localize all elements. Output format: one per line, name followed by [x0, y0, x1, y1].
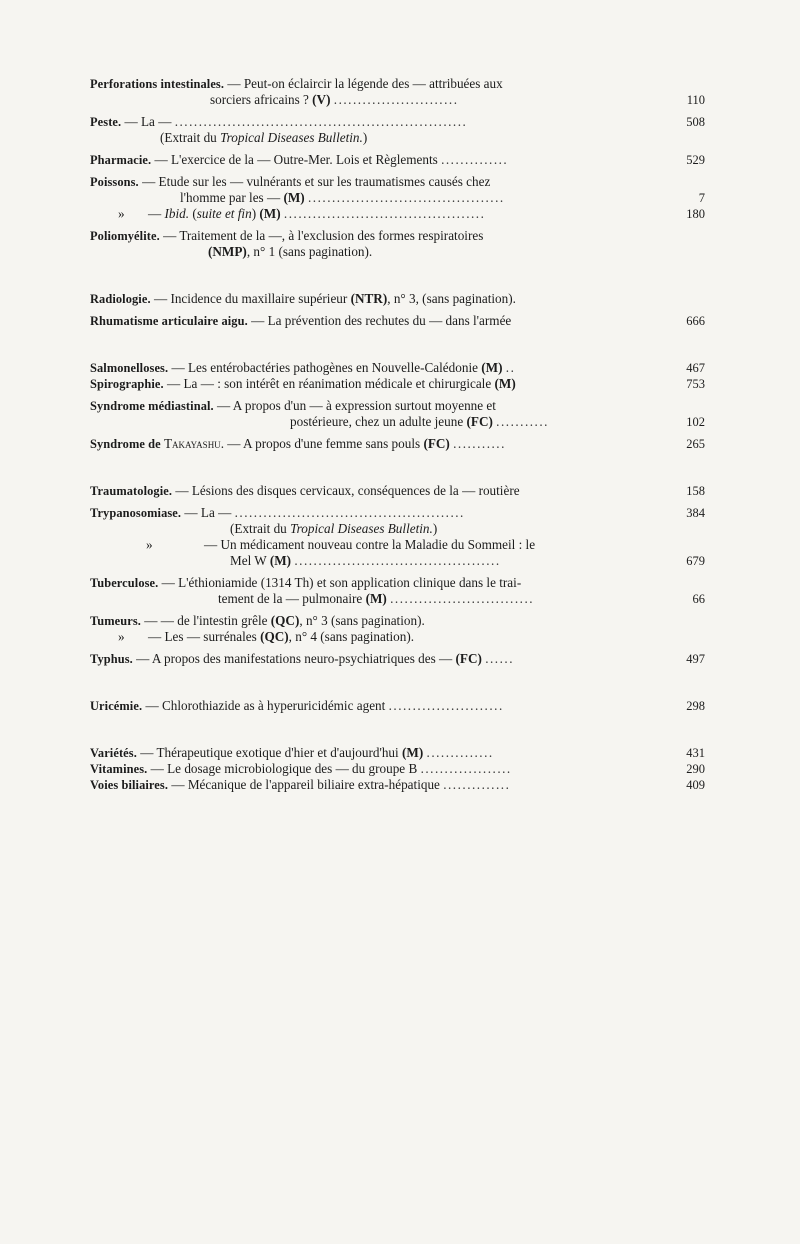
entry-text: Ibid.	[164, 206, 190, 221]
entry-text: — Lésions des disques cervicaux, conséquences de la — routière	[172, 483, 520, 498]
index-entry-trypanosomiase-2	[90, 537, 705, 569]
index-entry-poissons-ibid	[90, 206, 705, 222]
entry-text: — L'exercice de la — Outre-Mer. Lois et Règlements	[151, 152, 442, 167]
entry-heading: Tuberculose.	[90, 576, 159, 590]
leader-dots: ...........	[453, 436, 506, 451]
entry-marker: (FC)	[423, 436, 450, 451]
entry-text: (Extrait du	[160, 130, 221, 145]
entry-text: tement de la — pulmonaire	[218, 591, 366, 606]
leader-dots: ...........................................	[294, 553, 501, 568]
page-number: 431	[686, 746, 705, 760]
leader-dots: ..........................................	[283, 206, 486, 221]
entry-marker: (M)	[259, 206, 281, 221]
index-entry-tuberculose	[90, 575, 705, 607]
page-number: 290	[686, 762, 705, 776]
entry-text: — Incidence du maxillaire supérieur	[150, 291, 351, 306]
entry-text: — Thérapeutique exotique d'hier et d'aujourd'hui	[136, 745, 402, 760]
entry-marker: (QC)	[270, 613, 300, 628]
entry-text: , n° 4 (sans pagination).	[288, 629, 415, 644]
index-entry-spirographie	[90, 376, 705, 392]
entry-text: (	[189, 206, 197, 221]
index-entry-vitamines	[90, 761, 705, 777]
leader-dots: ..............................	[390, 591, 535, 606]
entry-text: postérieure, chez un adulte jeune	[290, 414, 467, 429]
entry-heading: Peste.	[90, 115, 122, 129]
page-number: 180	[686, 207, 705, 221]
entry-marker: (M)	[269, 553, 292, 568]
index-entry-syndrome-mediastinal	[90, 398, 705, 430]
entry-text: — L'éthioniamide (1314 Th) et son application clinique dans le trai-	[158, 575, 522, 590]
entry-text: — Mécanique de l'appareil biliaire extra-hépatique	[168, 777, 444, 792]
page-number: 529	[686, 153, 705, 167]
journal-title: Tropical Diseases Bulletin.	[290, 521, 433, 536]
entry-marker: (FC)	[466, 414, 493, 429]
index-entry-uricemie	[90, 698, 705, 714]
entry-heading: Voies biliaires.	[90, 778, 169, 792]
entry-text: — Peut-on éclaircir la légende des — attribuées aux	[224, 76, 503, 91]
entry-text: — La — : son intérêt en réanimation médicale et chirurgicale	[163, 376, 495, 391]
page-number: 298	[686, 699, 705, 713]
entry-text: — Les entérobactéries pathogènes en Nouvelle-Calédonie	[168, 360, 482, 375]
entry-heading: Spirographie.	[90, 377, 164, 391]
entry-text: — La —	[181, 505, 235, 520]
entry-text: — La —	[121, 114, 175, 129]
page-number: 666	[686, 314, 705, 328]
entry-heading: Poliomyélite.	[90, 229, 160, 243]
index-entry-tumeurs	[90, 613, 705, 629]
index-entry-salmonelloses	[90, 360, 705, 376]
entry-heading: Vitamines.	[90, 762, 148, 776]
entry-text: — Traitement de la —, à l'exclusion des formes respiratoires	[159, 228, 484, 243]
page-number: 110	[686, 93, 705, 107]
ditto-mark: »	[118, 629, 125, 644]
entry-heading: Uricémie.	[90, 699, 143, 713]
entry-text: l'homme par les —	[180, 190, 284, 205]
leader-dots: ..............	[441, 152, 509, 167]
journal-title: Tropical Diseases Bulletin.	[220, 130, 363, 145]
entry-marker: (V)	[312, 92, 331, 107]
entry-marker: (M)	[481, 360, 503, 375]
entry-text: , n° 3, (sans pagination).	[387, 291, 516, 306]
entry-heading: Tumeurs.	[90, 614, 141, 628]
entry-marker: (M)	[283, 190, 305, 205]
index-entry-voies-biliaires	[90, 777, 705, 793]
page-number: 384	[686, 506, 705, 520]
page-number: 497	[686, 652, 705, 666]
entry-heading: Traumatologie.	[90, 484, 173, 498]
entry-heading: Perforations intestinales.	[90, 77, 225, 91]
entry-text: — Etude sur les — vulnérants et sur les traumatismes causés chez	[138, 174, 491, 189]
entry-text: , n° 3 (sans pagination).	[299, 613, 425, 628]
entry-heading: Typhus.	[90, 652, 133, 666]
index-entry-rhumatisme	[90, 313, 705, 329]
leader-dots: ...........	[496, 414, 549, 429]
index-entry-traumatologie	[90, 483, 705, 499]
entry-marker: (FC)	[455, 651, 482, 666]
index-entry-trypanosomiase	[90, 505, 705, 537]
entry-text: suite et fin	[196, 206, 252, 221]
entry-text: )	[432, 521, 438, 536]
leader-dots: ........................	[388, 698, 504, 713]
entry-text: , n° 1 (sans pagination).	[246, 244, 373, 259]
entry-heading: Radiologie.	[90, 292, 151, 306]
entry-text: Mel W	[230, 553, 270, 568]
entry-marker: (M)	[365, 591, 387, 606]
ditto-mark: »	[118, 206, 125, 221]
page-number: 7	[698, 191, 705, 205]
author-name: Takayashu	[163, 436, 221, 451]
entry-marker: (QC)	[260, 629, 289, 644]
entry-text: — A propos d'un — à expression surtout moyenne et	[213, 398, 496, 413]
page-number: 102	[686, 415, 705, 429]
entry-text: — Un médicament nouveau contre la Maladie du Sommeil : le	[204, 537, 536, 552]
page-number: 158	[686, 484, 705, 498]
index-entry-radiologie	[90, 291, 705, 307]
entry-heading: Variétés.	[90, 746, 137, 760]
index-entry-varietes	[90, 745, 705, 761]
entry-text: )	[251, 206, 260, 221]
ditto-mark: »	[146, 537, 153, 552]
index-entry-typhus	[90, 651, 705, 667]
entry-heading: Pharmacie.	[90, 153, 152, 167]
index-entry-poliomyelite	[90, 228, 705, 260]
entry-text: —	[148, 206, 165, 221]
leader-dots: ................................................	[234, 505, 465, 520]
entry-text: )	[362, 130, 368, 145]
page-number: 66	[692, 592, 705, 606]
entry-heading: Syndrome médiastinal.	[90, 399, 214, 413]
index-entry-syndrome-takayashu	[90, 436, 705, 452]
entry-marker: (M)	[494, 376, 516, 391]
entry-heading: Syndrome de	[90, 437, 164, 451]
entry-text: (Extrait du	[230, 521, 291, 536]
entry-text: — — de l'intestin grêle	[140, 613, 271, 628]
entry-marker: (NMP)	[208, 244, 247, 259]
page-number: 679	[686, 554, 705, 568]
index-entry-perforations	[90, 76, 705, 108]
entry-text: — Chlorothiazide as à hyperuricidémic agent	[142, 698, 389, 713]
entry-text: . — A propos d'une femme sans pouls	[220, 436, 424, 451]
page-number: 265	[686, 437, 705, 451]
entry-heading: Salmonelloses.	[90, 361, 169, 375]
entry-text: — Les — surrénales	[148, 629, 261, 644]
entry-marker: (M)	[401, 745, 424, 760]
leader-dots: .........................................	[308, 190, 505, 205]
leader-dots: ...................	[420, 761, 512, 776]
index-entry-tumeurs-2	[90, 629, 705, 645]
leader-dots: .............................................................	[174, 114, 468, 129]
index-entry-pharmacie	[90, 152, 705, 168]
leader-dots: ......	[485, 651, 514, 666]
entry-heading: Poissons.	[90, 175, 139, 189]
leader-dots: ..........................	[333, 92, 459, 107]
entry-marker: (NTR)	[350, 291, 388, 306]
leader-dots: ..............	[426, 745, 494, 760]
entry-text: — La prévention des rechutes du — dans l'armée	[247, 313, 512, 328]
subject-index	[90, 76, 705, 793]
page-number: 467	[686, 361, 705, 375]
leader-dots: ..	[505, 360, 516, 375]
page-number: 409	[686, 778, 705, 792]
entry-text: — Le dosage microbiologique des — du groupe B	[147, 761, 421, 776]
entry-heading: Rhumatisme articulaire aigu.	[90, 314, 248, 328]
entry-heading: Trypanosomiase.	[90, 506, 182, 520]
page-number: 508	[686, 115, 705, 129]
page-number: 753	[686, 377, 705, 391]
entry-text: sorciers africains ?	[210, 92, 313, 107]
index-entry-poissons	[90, 174, 705, 206]
leader-dots: ..............	[443, 777, 511, 792]
entry-text: — A propos des manifestations neuro-psychiatriques des —	[132, 651, 456, 666]
index-entry-peste	[90, 114, 705, 146]
